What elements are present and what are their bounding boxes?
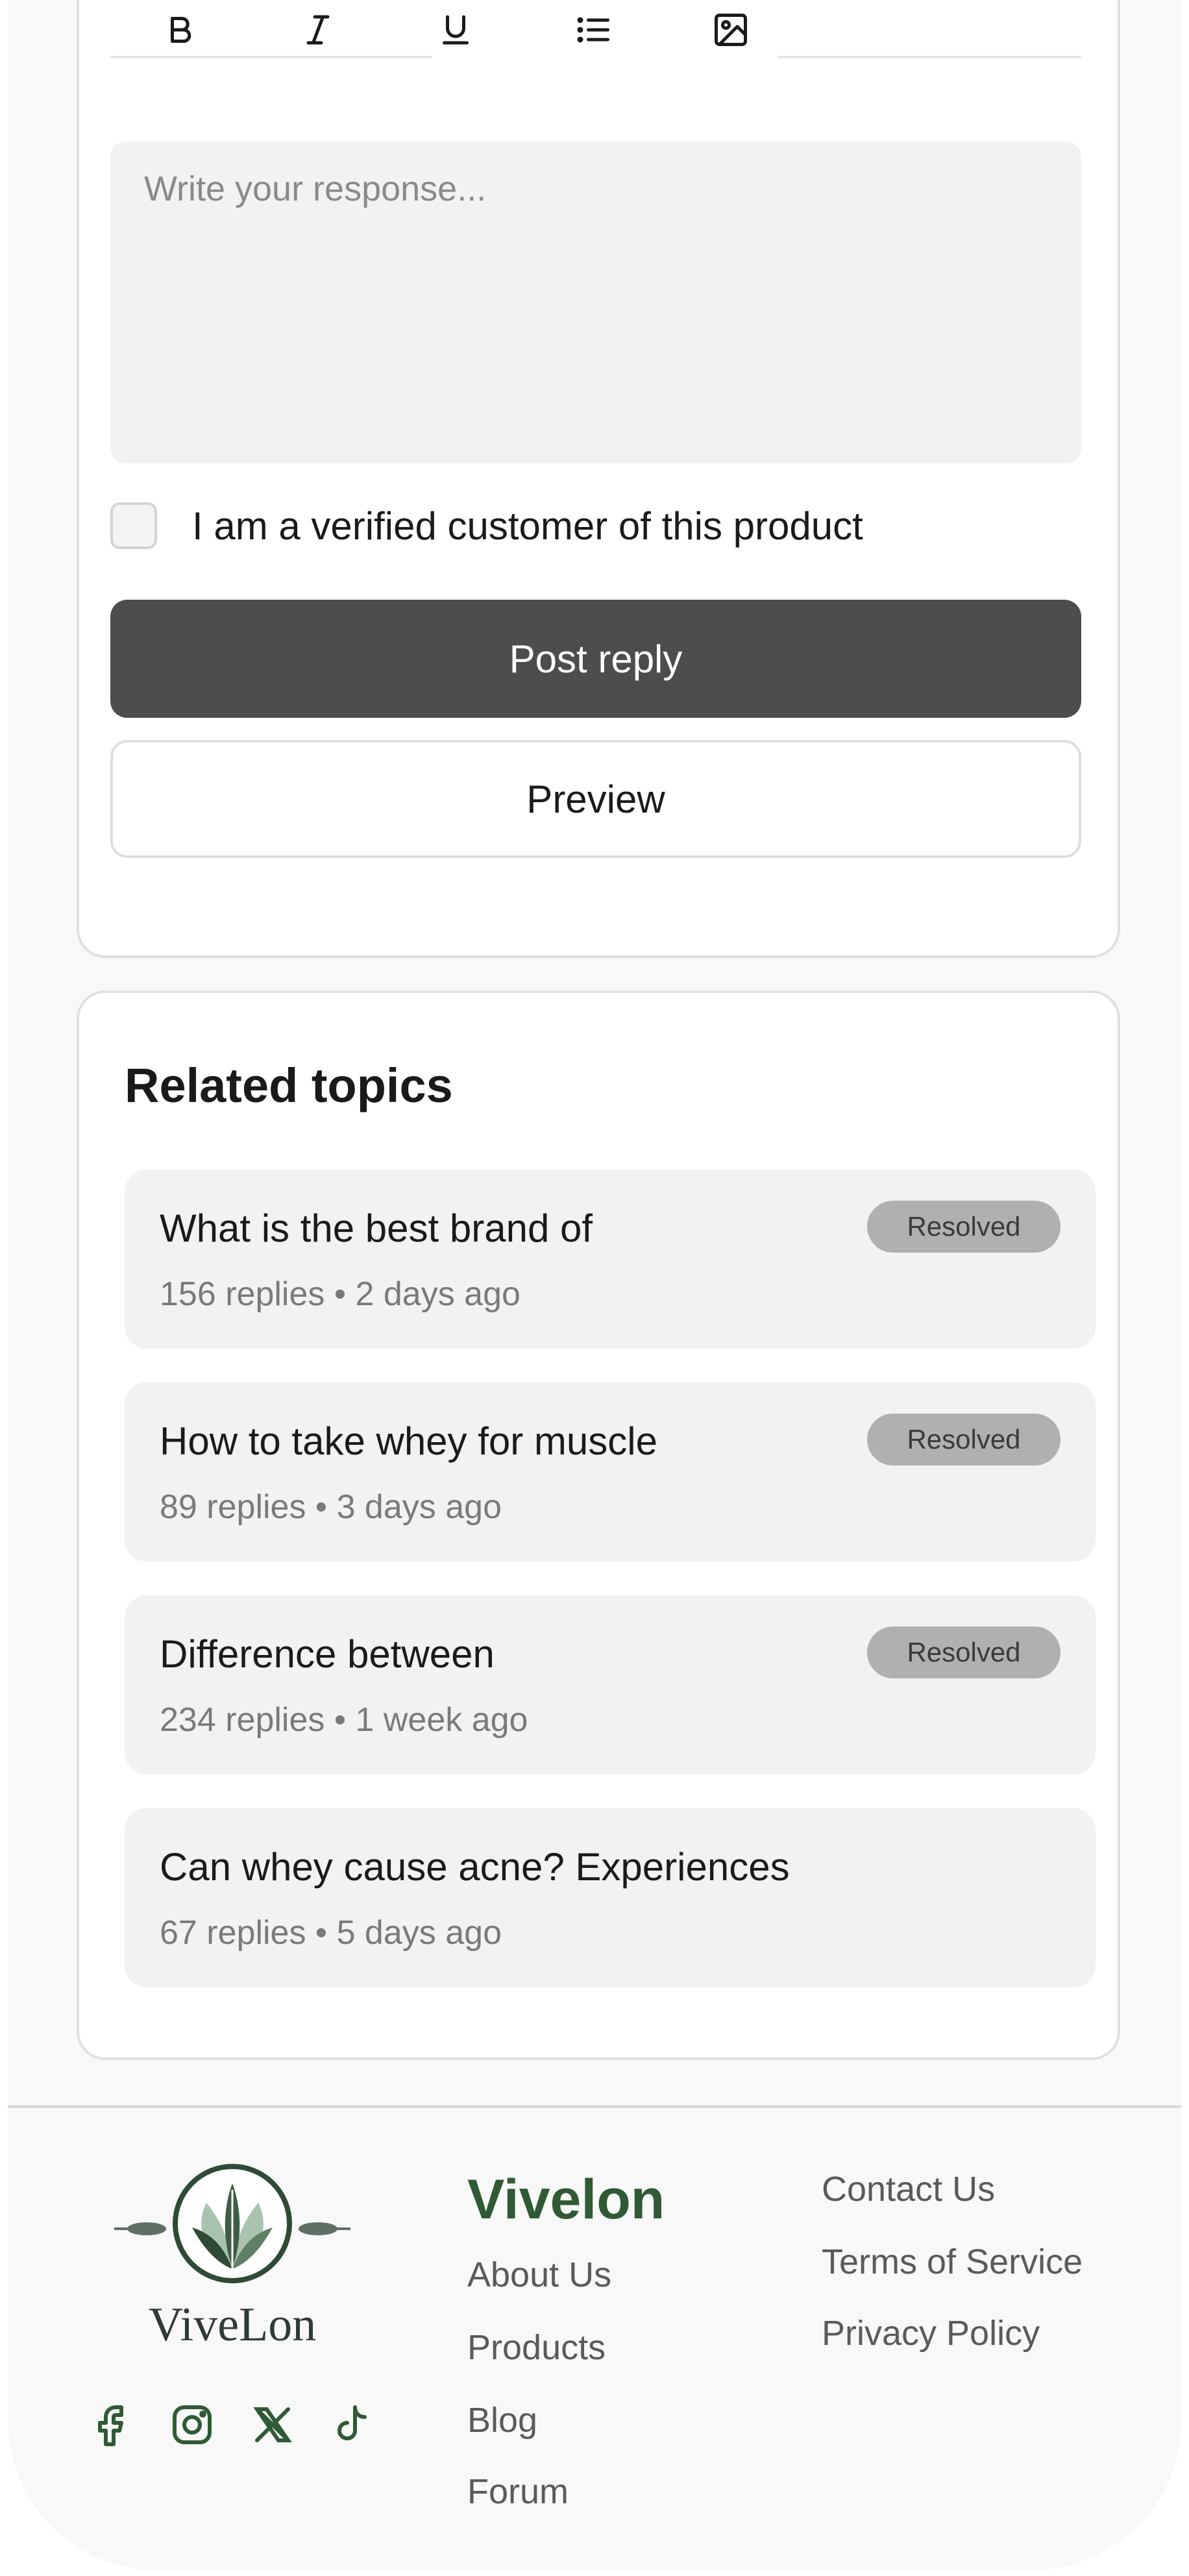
tiktok-icon (330, 2401, 376, 2448)
image-button[interactable] (662, 3, 800, 57)
italic-icon (299, 10, 337, 49)
footer-link-about[interactable]: About Us (467, 2255, 612, 2294)
topic-title: What is the best brand of (160, 1207, 593, 1250)
underline-icon (436, 10, 475, 49)
facebook-icon (88, 2401, 135, 2448)
logo-wordmark: ViveLon (148, 2298, 317, 2351)
topic-meta: 67 replies • 5 days ago (160, 1914, 502, 1952)
underline-button[interactable] (387, 3, 524, 57)
topic-item[interactable] (125, 1595, 1096, 1774)
status-badge: Resolved (867, 1626, 1060, 1678)
topic-meta: 234 replies • 1 week ago (160, 1701, 528, 1739)
tiktok-link[interactable] (326, 2398, 380, 2452)
image-icon (711, 10, 750, 49)
list-icon (574, 10, 613, 49)
topic-item[interactable] (125, 1382, 1096, 1562)
footer-divider (8, 2105, 1181, 2108)
instagram-link[interactable] (165, 2398, 219, 2452)
list-button[interactable] (524, 3, 662, 57)
instagram-icon (169, 2401, 215, 2448)
footer-link-forum[interactable]: Forum (467, 2472, 569, 2511)
topic-item[interactable] (125, 1808, 1096, 1987)
related-topics-title: Related topics (125, 1059, 453, 1112)
formatting-toolbar (112, 3, 800, 57)
bold-icon (161, 10, 200, 49)
footer-link-blog[interactable]: Blog (467, 2401, 538, 2440)
topic-title: How to take whey for muscle (160, 1419, 657, 1463)
x-icon (249, 2401, 296, 2448)
topic-title: Difference between (160, 1632, 495, 1676)
verified-customer-label: I am a verified customer of this product (192, 504, 863, 548)
footer-link-privacy[interactable]: Privacy Policy (822, 2314, 1040, 2353)
topic-title: Can whey cause acne? Experiences (160, 1845, 790, 1889)
topic-meta: 156 replies • 2 days ago (160, 1275, 521, 1313)
footer-link-contact[interactable]: Contact Us (822, 2170, 996, 2209)
toolbar-tab-notch (432, 53, 778, 92)
facebook-link[interactable] (84, 2398, 139, 2452)
related-topics-card (77, 990, 1120, 2060)
x-link[interactable] (245, 2398, 300, 2452)
post-reply-button[interactable]: Post reply (110, 600, 1081, 718)
footer-brand[interactable]: Vivelon (467, 2168, 665, 2231)
topic-meta: 89 replies • 3 days ago (160, 1488, 502, 1526)
bold-button[interactable] (112, 3, 249, 57)
preview-button[interactable]: Preview (110, 740, 1081, 858)
topic-item[interactable] (125, 1170, 1096, 1349)
vivelon-logo[interactable] (109, 2164, 356, 2352)
status-badge: Resolved (867, 1414, 1060, 1466)
reply-card (77, 0, 1120, 958)
status-badge: Resolved (867, 1201, 1060, 1253)
verified-customer-checkbox[interactable] (110, 502, 157, 549)
footer-link-terms[interactable]: Terms of Service (822, 2242, 1083, 2281)
footer-link-products[interactable]: Products (467, 2328, 606, 2367)
response-textarea[interactable] (110, 141, 1081, 463)
verified-customer-row[interactable] (110, 502, 863, 549)
italic-button[interactable] (249, 3, 387, 57)
